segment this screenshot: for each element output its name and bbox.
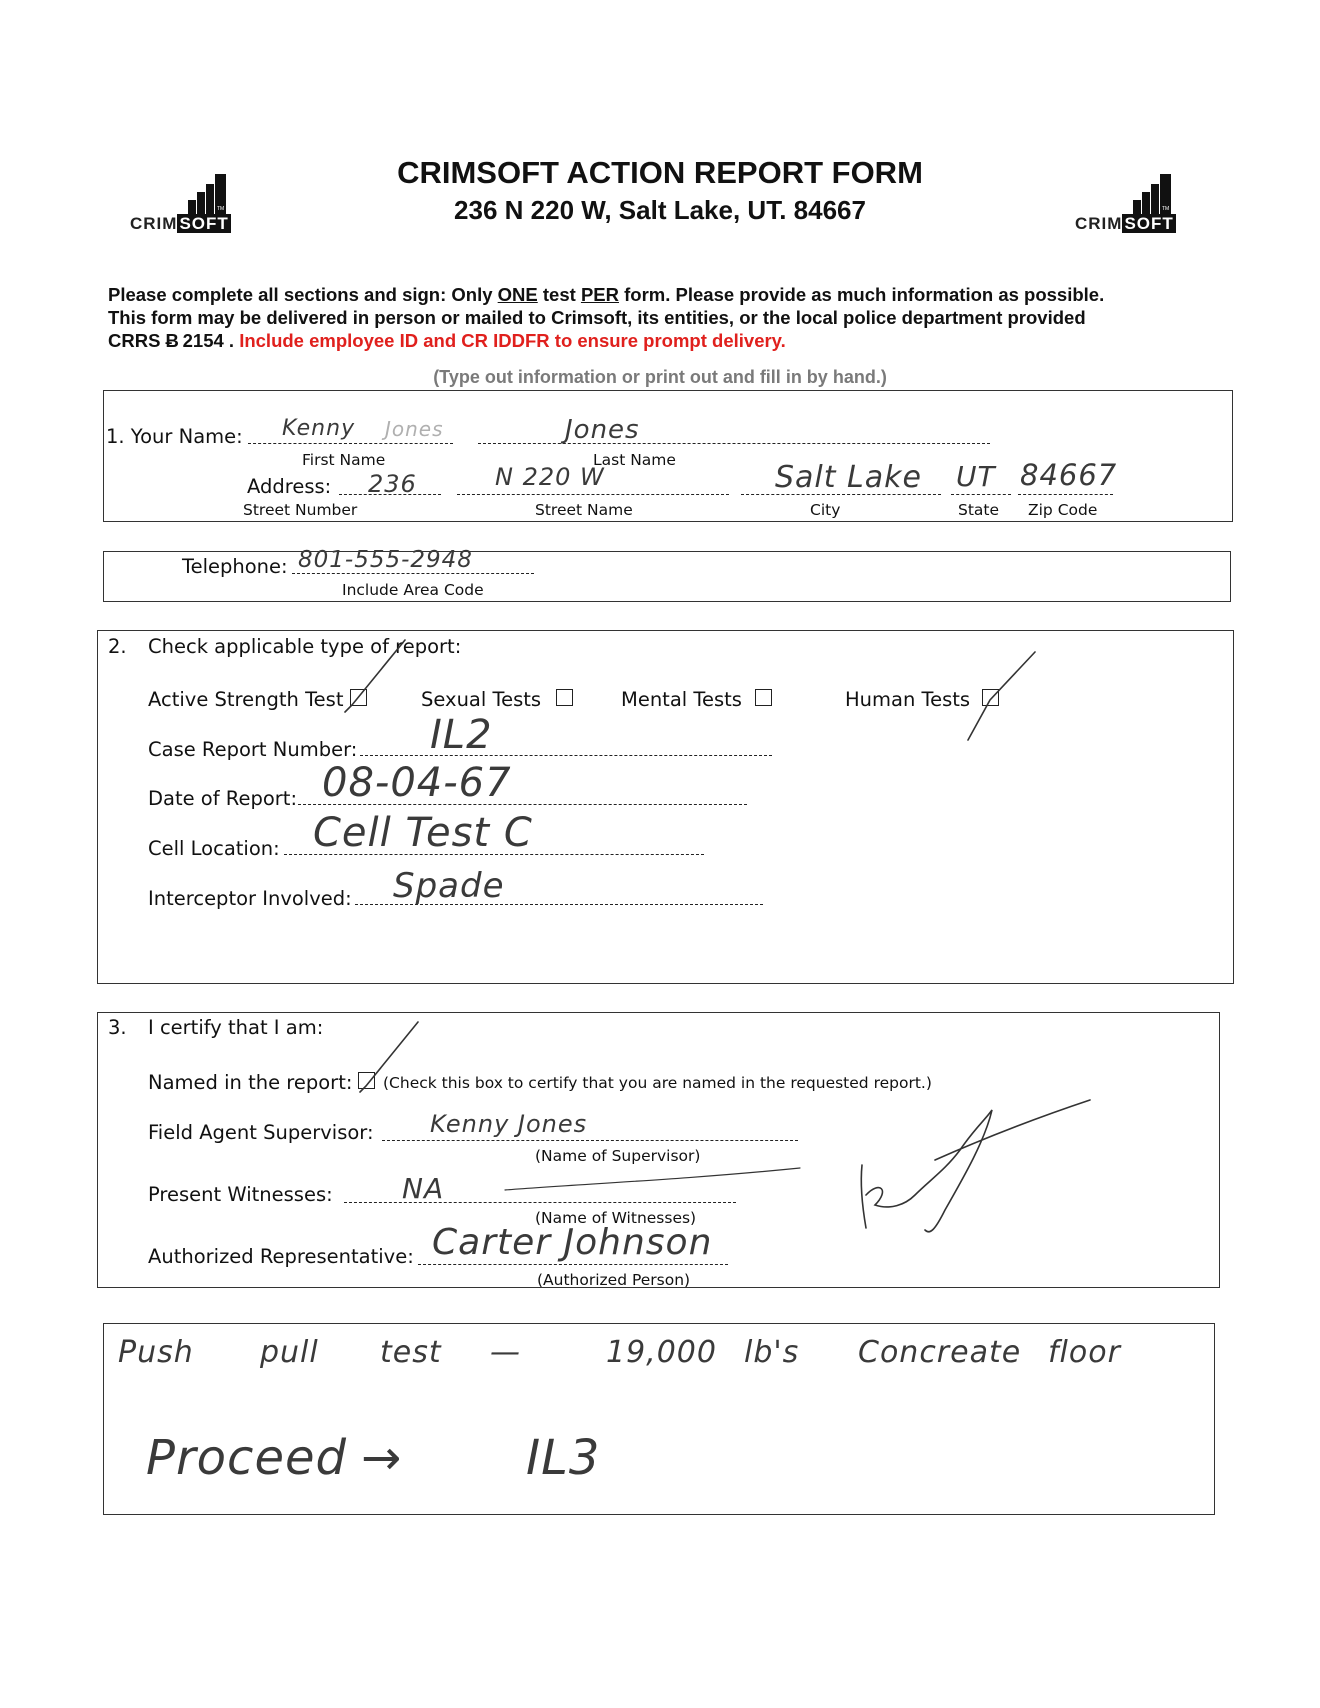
check-mark-human-tests xyxy=(968,652,1035,740)
form-title: CRIMSOFT ACTION REPORT FORM xyxy=(397,155,923,190)
note-word: → xyxy=(361,1430,403,1486)
witness-scribble xyxy=(505,1168,800,1190)
option-active-strength-label: Active Strength Test xyxy=(148,688,344,711)
fill-hint: (Type out information or print out and fill in by hand.) xyxy=(433,367,887,387)
option-mental-label: Mental Tests xyxy=(621,688,742,711)
interceptor-label: Interceptor Involved: xyxy=(148,887,352,910)
signature-stroke-2 xyxy=(866,1110,992,1232)
telephone-caption: Include Area Code xyxy=(342,581,484,599)
logo-tm: TM xyxy=(1162,206,1170,212)
supervisor-label: Field Agent Supervisor: xyxy=(148,1121,374,1144)
note-word: floor xyxy=(1048,1335,1121,1370)
supervisor-caption: (Name of Supervisor) xyxy=(535,1147,701,1165)
named-in-report-label: Named in the report: xyxy=(148,1071,353,1094)
date-label: Date of Report: xyxy=(148,787,298,810)
date-value: 08-04-67 xyxy=(322,760,512,806)
representative-label: Authorized Representative: xyxy=(148,1245,414,1268)
zip-value: 84667 xyxy=(1020,458,1118,492)
note-word: Proceed xyxy=(146,1430,347,1486)
address-label: Address: xyxy=(247,475,332,498)
section2-number: 2. xyxy=(108,635,127,658)
note-word: test xyxy=(380,1335,442,1370)
section3-number: 3. xyxy=(108,1016,127,1039)
representative-value: Carter Johnson xyxy=(432,1222,713,1263)
case-report-label: Case Report Number: xyxy=(148,738,358,761)
form-address: 236 N 220 W, Salt Lake, UT. 84667 xyxy=(454,195,866,225)
logo-tm: TM xyxy=(217,206,225,212)
city-caption: City xyxy=(810,501,841,519)
check-mark-active-strength xyxy=(345,640,405,712)
first-name-value: Kenny xyxy=(282,416,356,441)
witness-caption: (Name of Witnesses) xyxy=(535,1209,697,1227)
note-word: pull xyxy=(260,1335,319,1370)
note-word: IL3 xyxy=(526,1430,601,1486)
witness-label: Present Witnesses: xyxy=(148,1183,333,1206)
supervisor-value: Kenny Jones xyxy=(430,1110,588,1138)
last-name-caption: Last Name xyxy=(593,451,676,469)
note-word: — xyxy=(490,1335,521,1370)
note-word: Concreate xyxy=(858,1335,1022,1370)
street-number-value: 236 xyxy=(368,470,417,498)
state-value: UT xyxy=(956,460,996,493)
check-mark-named-in-report xyxy=(360,1022,418,1092)
representative-caption: (Authorized Person) xyxy=(537,1271,691,1289)
your-name-label: 1. Your Name: xyxy=(106,425,243,448)
city-value: Salt Lake xyxy=(775,460,922,495)
logo-word-soft: SOFT xyxy=(1124,214,1174,233)
case-report-value: IL2 xyxy=(430,712,493,758)
note-word: Push xyxy=(118,1335,194,1370)
zip-caption: Zip Code xyxy=(1028,501,1098,519)
state-caption: State xyxy=(958,501,1000,519)
note-word: 19,000 xyxy=(606,1335,717,1370)
logo-word-crim: CRIM xyxy=(1075,214,1123,233)
signature-stroke-1 xyxy=(861,1165,866,1228)
instructions: Please complete all sections and sign: Only ONE test PER form. Please provide as much information as possible. This form may be delivered in person or mailed to Crimsoft, its entities, or the local police department provided CRRS Ƀ 2154 . Include employee ID and CR IDDFR to ensure prompt delivery. xyxy=(108,284,1105,351)
named-in-report-note: (Check this box to certify that you are named in the requested report.) xyxy=(383,1074,932,1092)
interceptor-value: Spade xyxy=(393,866,505,906)
cell-location-label: Cell Location: xyxy=(148,837,280,860)
last-name-value: Jones xyxy=(565,415,640,445)
witness-value: NA xyxy=(402,1172,445,1205)
logo-word-crim: CRIM xyxy=(130,214,178,233)
telephone-label: Telephone: xyxy=(182,555,288,578)
instructions-warning: Include employee ID and CR IDDFR to ensure prompt delivery. xyxy=(239,330,786,351)
telephone-value: 801-555-2948 xyxy=(298,547,473,573)
option-sexual-label: Sexual Tests xyxy=(421,688,542,711)
cell-location-value: Cell Test C xyxy=(313,810,533,856)
option-human-label: Human Tests xyxy=(845,688,971,711)
first-name-faint-value: Jones xyxy=(385,417,444,441)
street-name-value: N 220 W xyxy=(495,463,605,491)
section2-heading: Check applicable type of report: xyxy=(148,635,462,658)
section3-heading: I certify that I am: xyxy=(148,1016,324,1039)
first-name-caption: First Name xyxy=(302,451,386,469)
logo-word-soft: SOFT xyxy=(179,214,229,233)
street-number-caption: Street Number xyxy=(243,501,358,519)
note-word: lb's xyxy=(744,1335,800,1370)
street-name-caption: Street Name xyxy=(535,501,633,519)
